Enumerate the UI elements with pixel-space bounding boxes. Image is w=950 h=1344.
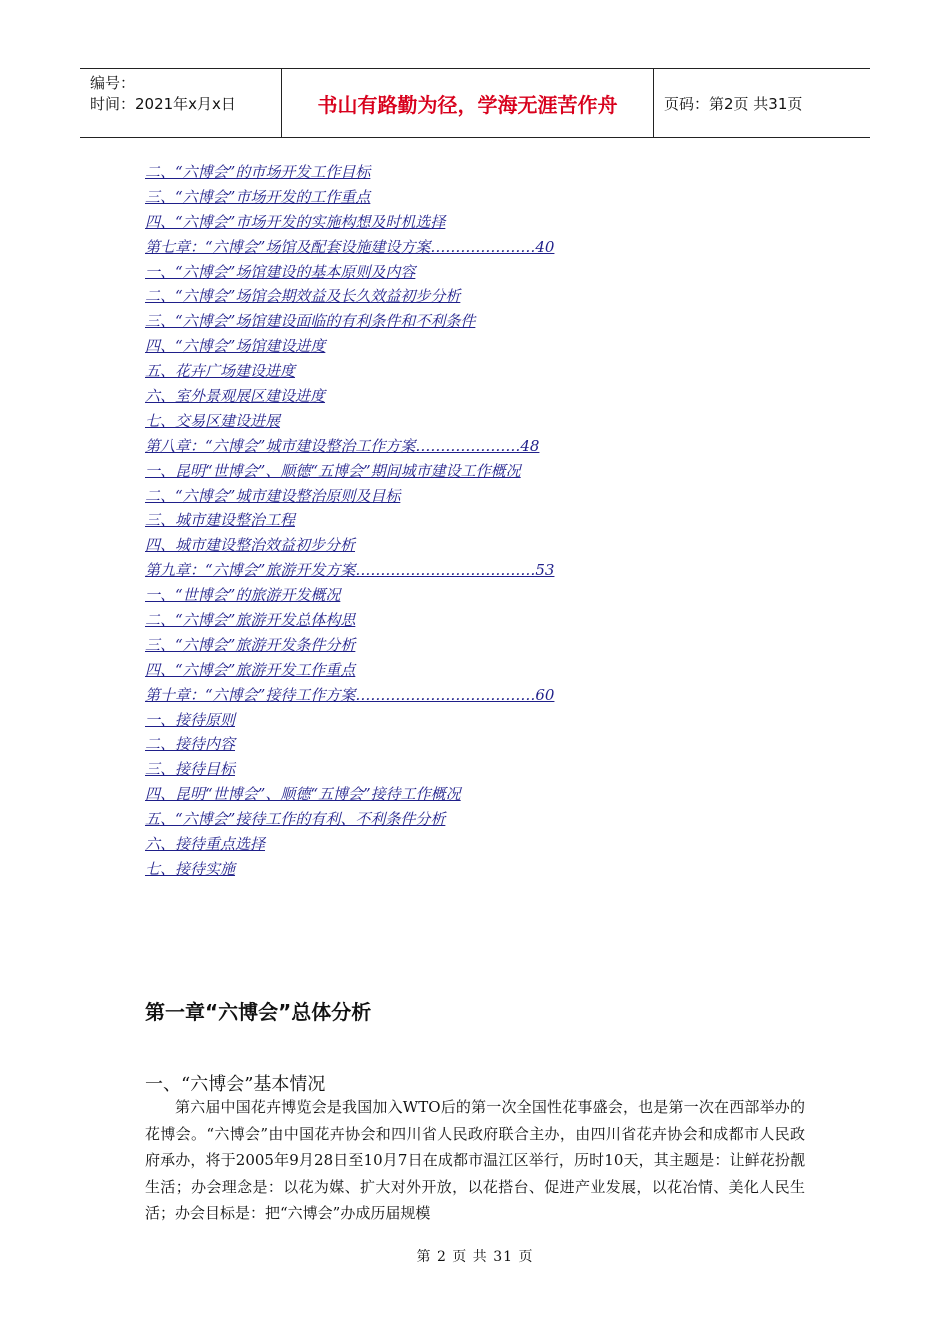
- toc-link[interactable]: 第十章：“六博会”接待工作方案………………………………60: [145, 685, 555, 704]
- doc-number-label: 编号：: [90, 74, 136, 92]
- toc-link[interactable]: 三、“六博会”旅游开发条件分析: [145, 635, 356, 654]
- toc-link[interactable]: 六、室外景观展区建设进度: [145, 387, 326, 406]
- toc-link[interactable]: 四、“六博会”旅游开发工作重点: [145, 660, 356, 679]
- toc-link[interactable]: 二、“六博会”场馆会期效益及长久效益初步分析: [145, 287, 461, 306]
- header-page-info: 页码：第2页 共31页: [664, 94, 803, 113]
- paragraph: 第六届中国花卉博览会是我国加入WTO后的第一次全国性花事盛会，也是第一次在西部举办的花博会。“六博会”由中国花卉协会和四川省人民政府联合主办，由四川省花卉协会和成都市人民政府承办，将于2005年9月28日至10月7日在成都市温江区举行，历时10天，其主题是：让鲜花扮靓生活；办会理念是：以花为媒、扩大对外开放，以花搭台、促进产业发展，以花冶情、美化人民生活；办会目标是：把“六博会”办成历届规模: [145, 1098, 805, 1222]
- toc-link[interactable]: 一、“世博会”的旅游开发概况: [145, 586, 341, 605]
- toc-link[interactable]: 第七章：“六博会”场馆及配套设施建设方案…………………40: [145, 237, 555, 256]
- toc-link[interactable]: 五、“六博会”接待工作的有利、不利条件分析: [145, 810, 446, 829]
- toc-link[interactable]: 七、接待实施: [145, 859, 236, 878]
- toc-link[interactable]: 四、“六博会”场馆建设进度: [145, 337, 326, 356]
- toc-link[interactable]: 二、“六博会”城市建设整治原则及目标: [145, 486, 401, 505]
- toc-link[interactable]: 二、“六博会”旅游开发总体构思: [145, 611, 356, 630]
- toc-link[interactable]: 四、城市建设整治效益初步分析: [145, 536, 356, 555]
- toc-link[interactable]: 三、“六博会”市场开发的工作重点: [145, 187, 371, 206]
- toc-link[interactable]: 一、接待原则: [145, 710, 236, 729]
- table-of-contents: [145, 160, 845, 882]
- toc-link[interactable]: 六、接待重点选择: [145, 835, 266, 854]
- header-motto: 书山有路勤为径，学海无涯苦作舟: [282, 69, 654, 137]
- toc-link[interactable]: 二、接待内容: [145, 735, 236, 754]
- toc-link[interactable]: 一、昆明“世博会”、顺德“五博会”期间城市建设工作概况: [145, 461, 521, 480]
- body-text: [145, 1094, 805, 1227]
- toc-link[interactable]: 第九章：“六博会”旅游开发方案………………………………53: [145, 561, 555, 580]
- page-header: [80, 68, 870, 138]
- section-title: 一、“六博会”基本情况: [145, 1074, 326, 1095]
- toc-link[interactable]: 四、“六博会”市场开发的实施构想及时机选择: [145, 212, 446, 231]
- toc-link[interactable]: 四、昆明“世博会”、顺德“五博会”接待工作概况: [145, 785, 461, 804]
- toc-link[interactable]: 三、接待目标: [145, 760, 236, 779]
- toc-link[interactable]: 五、花卉广场建设进度: [145, 362, 296, 381]
- doc-time-label: 时间：2021年x月x日: [90, 95, 236, 113]
- toc-link[interactable]: 第八章：“六博会”城市建设整治工作方案…………………48: [145, 436, 540, 455]
- toc-link[interactable]: 三、城市建设整治工程: [145, 511, 296, 530]
- toc-link[interactable]: 二、“六博会”的市场开发工作目标: [145, 163, 371, 181]
- toc-link[interactable]: 一、“六博会”场馆建设的基本原则及内容: [145, 262, 416, 281]
- toc-link[interactable]: 三、“六博会”场馆建设面临的有利条件和不利条件: [145, 312, 476, 331]
- header-meta: [80, 69, 282, 137]
- page-footer: 第 2 页 共 31 页: [416, 1249, 534, 1265]
- chapter-title: 第一章“六博会”总体分析: [145, 1000, 372, 1024]
- toc-link[interactable]: 七、交易区建设进展: [145, 411, 281, 430]
